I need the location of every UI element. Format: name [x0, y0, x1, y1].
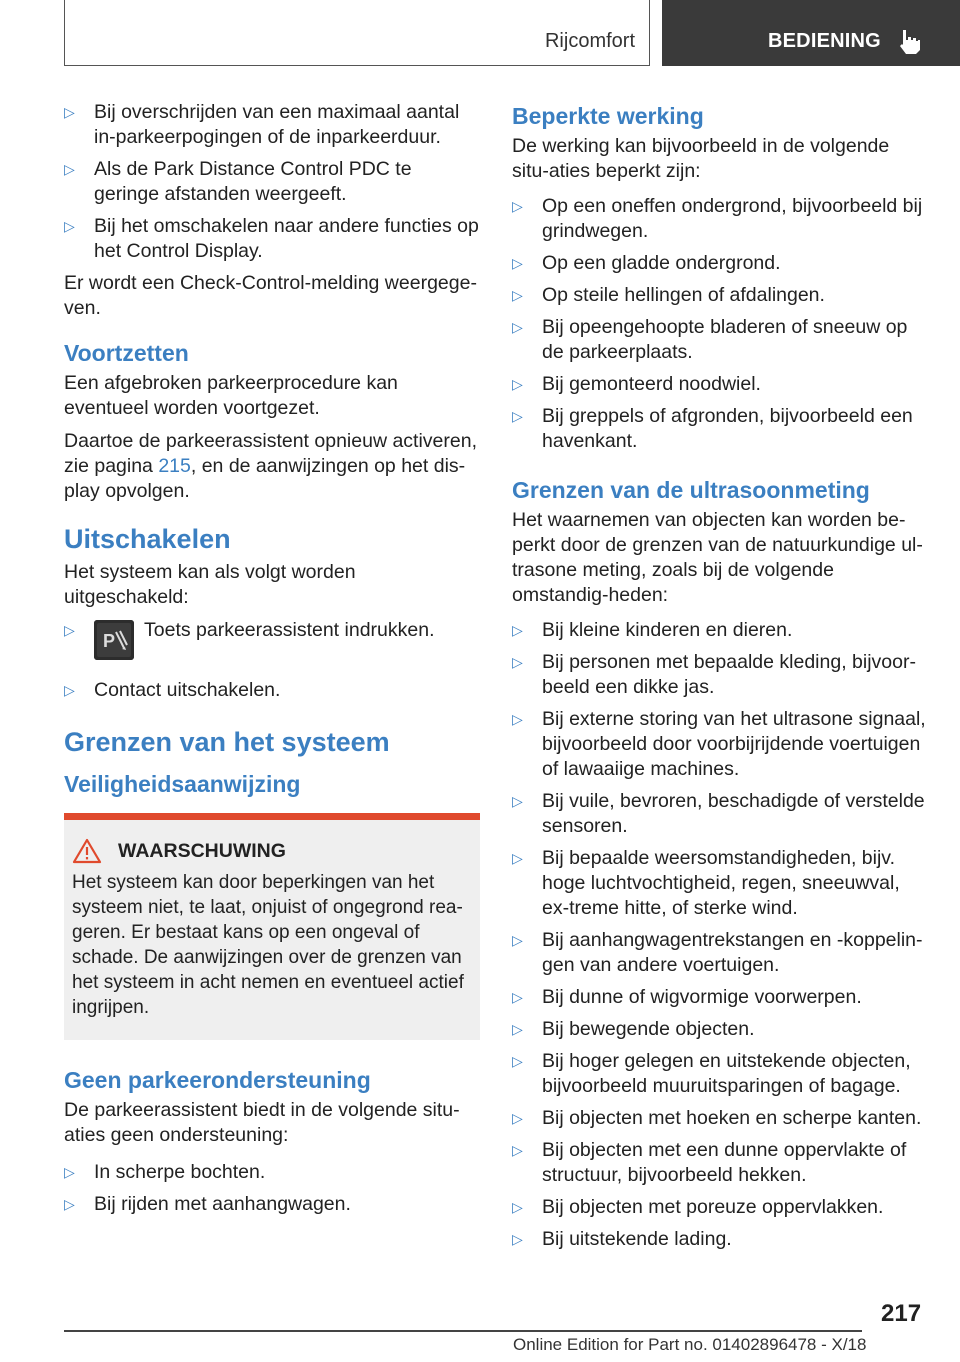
list-item: ▷ Bij rijden met aanhangwagen. [64, 1193, 351, 1215]
chapter-title: BEDIENING [768, 30, 881, 52]
list-item: ▷ Bij vuile, bevroren, beschadigde of verstelde sensoren. [512, 790, 925, 837]
list-item: ▷ Bij overschrijden van een maximaal aantal in-parkeerpogingen of de inparkeerduur. [64, 101, 460, 148]
page-number: 217 [881, 1300, 922, 1327]
bullet-triangle-icon: ▷ [512, 711, 523, 727]
bullet-triangle-icon: ▷ [512, 287, 523, 303]
list-item: ▷ Bij hoger gelegen en uitstekende objecten, bijvoorbeeld muuruitsparingen of bagage. [512, 1050, 911, 1097]
bullet-triangle-icon: ▷ [512, 255, 523, 271]
bullet-triangle-icon: ▷ [64, 682, 75, 698]
right-column [512, 100, 926, 1259]
list-item: ▷ Bij opeengehoopte bladeren of sneeuw op de parkeerplaats. [512, 316, 908, 363]
list-item: ▷ Bij bepaalde weersomstandigheden, bijv. hoge luchtvochtigheid, regen, sneeuwval, ex-treme hitte, of sterke wind. [512, 847, 900, 919]
warning-box [64, 813, 480, 1040]
bullet-triangle-icon: ▷ [512, 1142, 523, 1158]
bullet-triangle-icon: ▷ [512, 850, 523, 866]
warning-text: Het systeem kan door beperkingen van het systeem niet, te laat, onjuist of ongegrond rea-geren. Er bestaat kans op een ongeval of schade. De aanwijzingen over de grenzen van het systeem in acht nemen en eventueel actief ingrijpen. [72, 872, 464, 1018]
list-item: ▷ Op een oneffen ondergrond, bijvoorbeeld bij grindwegen. [512, 195, 923, 242]
paragraph: Het waarnemen van objecten kan worden be-perkt door de grenzen van de natuurkundige ul-trasone meting, zoals bij de volgende omstandig-heden: [512, 509, 923, 606]
paragraph: Een afgebroken parkeerprocedure kan eventueel worden voortgezet. [64, 372, 398, 419]
bullet-triangle-icon: ▷ [64, 104, 75, 120]
bullet-triangle-icon: ▷ [512, 1110, 523, 1126]
paragraph: De werking kan bijvoorbeeld in de volgende situ-aties beperkt zijn: [512, 135, 890, 182]
bullet-triangle-icon: ▷ [64, 1196, 75, 1212]
list-item: ▷ Bij objecten met een dunne oppervlakte of structuur, bijvoorbeeld hekken. [512, 1139, 907, 1186]
heading-veiligheidsaanwijzing: Veiligheidsaanwijzing [64, 771, 301, 797]
bullet-triangle-icon: ▷ [512, 932, 523, 948]
parking-assistant-button-icon [94, 620, 134, 660]
hand-pointer-icon [894, 26, 924, 56]
section-title: Rijcomfort [544, 30, 635, 52]
paragraph: De parkeerassistent biedt in de volgende situ-aties geen ondersteuning: [64, 1099, 460, 1146]
heading-beperkte-werking: Beperkte werking [512, 103, 704, 129]
list-item: ▷ Bij objecten met poreuze oppervlakken. [512, 1196, 884, 1218]
list-item: ▷ Contact uitschakelen. [64, 679, 281, 701]
list-item: ▷ Bij personen met bepaalde kleding, bijvoor-beeld een dikke jas. [512, 651, 916, 698]
bullet-triangle-icon: ▷ [512, 1199, 523, 1215]
svg-text:P: P [103, 631, 116, 651]
list-item: ▷ Op een gladde ondergrond. [512, 252, 781, 274]
list-item: ▷ P Toets parkeerassistent indrukken. [64, 618, 480, 670]
bullet-triangle-icon: ▷ [512, 1053, 523, 1069]
bullet-triangle-icon: ▷ [64, 161, 75, 177]
list-item: ▷ Bij aanhangwagentrekstangen en -koppelin-gen van andere voertuigen. [512, 929, 923, 976]
bullet-triangle-icon: ▷ [64, 218, 75, 234]
bullet-triangle-icon: ▷ [512, 793, 523, 809]
bullet-triangle-icon: ▷ [512, 376, 523, 392]
heading-geen-parkeerondersteuning: Geen parkeerondersteuning [64, 1067, 371, 1093]
list-item: ▷ Bij externe storing van het ultrasone signaal, bijvoorbeeld door voorbijrijdende voertuigen of lawaaiige machines. [512, 708, 926, 780]
warning-title: WAARSCHUWING [72, 838, 472, 864]
list-item: ▷ Bij het omschakelen naar andere functies op het Control Display. [64, 215, 479, 262]
bullet-triangle-icon: ▷ [512, 198, 523, 214]
bullet-triangle-icon: ▷ [512, 1021, 523, 1037]
paragraph: Het systeem kan als volgt worden uitgeschakeld: [64, 561, 356, 608]
footer-divider [64, 1330, 862, 1332]
list-item: ▷ Bij dunne of wigvormige voorwerpen. [512, 986, 862, 1008]
list-item: ▷ Op steile hellingen of afdalingen. [512, 284, 825, 306]
left-column [64, 100, 480, 1224]
bullet-triangle-icon: ▷ [512, 319, 523, 335]
bullet-triangle-icon: ▷ [64, 622, 75, 638]
header-section-box [64, 0, 650, 66]
bullet-triangle-icon: ▷ [512, 654, 523, 670]
bullet-triangle-icon: ▷ [512, 622, 523, 638]
heading-grenzen-systeem: Grenzen van het systeem [64, 727, 390, 757]
footer-edition: Online Edition for Part no. 01402896478 - X/18 [513, 1335, 867, 1354]
paragraph: Daartoe de parkeerassistent opnieuw activeren, zie pagina 215, en de aanwijzingen op het dis-play opvolgen. [64, 430, 477, 502]
list-item: ▷ Bij objecten met hoeken en scherpe kanten. [512, 1107, 922, 1129]
list-item: ▷ In scherpe bochten. [64, 1161, 266, 1183]
paragraph: Er wordt een Check-Control-melding weergege-ven. [64, 272, 477, 319]
list-item: ▷ Bij gemonteerd noodwiel. [512, 373, 761, 395]
warning-triangle-icon [72, 838, 102, 864]
list-item: ▷ Bij greppels of afgronden, bijvoorbeeld een havenkant. [512, 405, 913, 452]
bullet-triangle-icon: ▷ [512, 1231, 523, 1247]
heading-voortzetten: Voortzetten [64, 340, 189, 366]
page-link[interactable]: 215 [158, 455, 191, 477]
chapter-tab[interactable] [662, 0, 960, 66]
list-item: ▷ Bij kleine kinderen en dieren. [512, 619, 793, 641]
heading-ultrasoonmeting: Grenzen van de ultrasoonmeting [512, 477, 870, 503]
bullet-triangle-icon: ▷ [64, 1164, 75, 1180]
list-item: ▷ Als de Park Distance Control PDC te geringe afstanden weergeeft. [64, 158, 412, 205]
bullet-triangle-icon: ▷ [512, 408, 523, 424]
bullet-triangle-icon: ▷ [512, 989, 523, 1005]
list-item: ▷ Bij uitstekende lading. [512, 1228, 732, 1250]
heading-uitschakelen: Uitschakelen [64, 524, 231, 554]
list-item: ▷ Bij bewegende objecten. [512, 1018, 755, 1040]
